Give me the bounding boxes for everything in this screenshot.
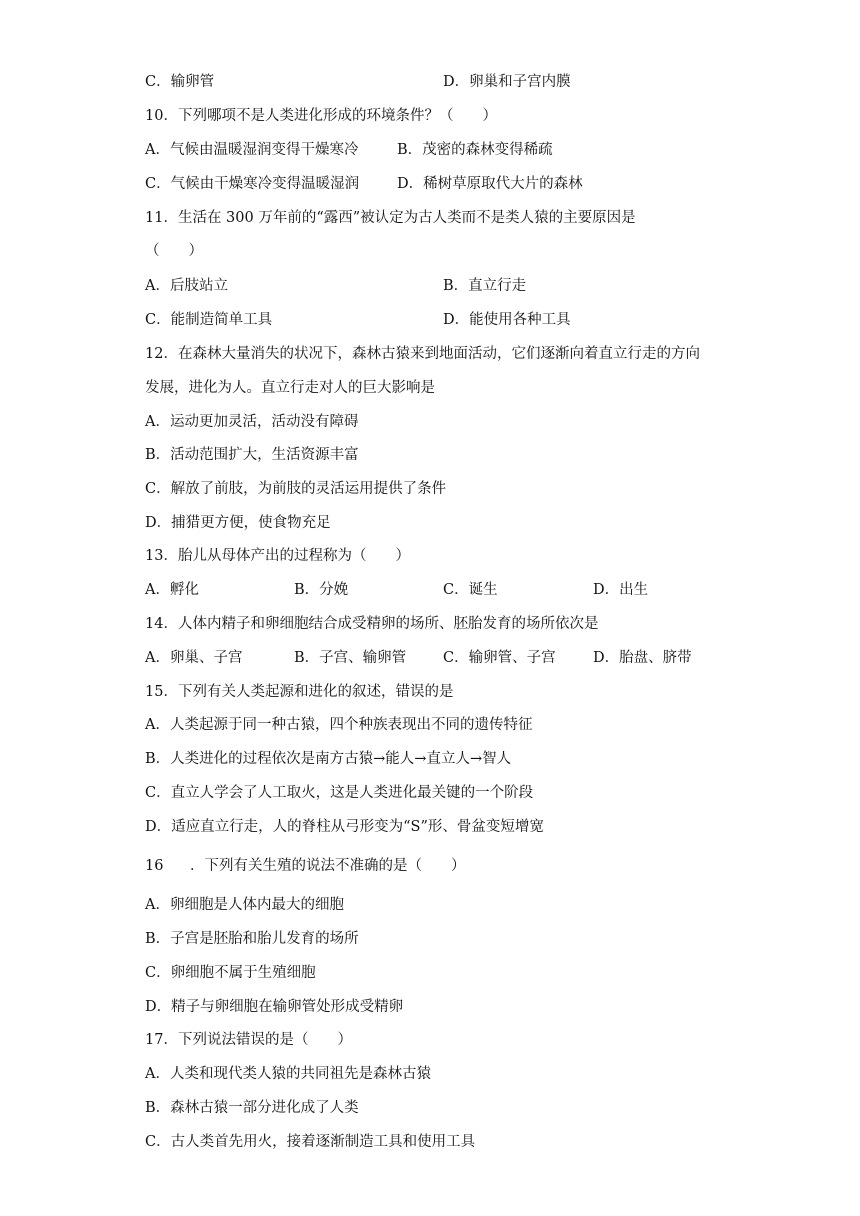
q9-option-d: D．卵巢和子宫内膜 [443,74,571,90]
q14-option-b: B．子宫、输卵管 [294,650,407,666]
q11-option-d: D．能使用各种工具 [443,312,571,328]
q12-option-d: D．捕猎更方便，使食物充足 [145,515,331,531]
q13-option-a: A．孵化 [145,582,199,598]
q15-option-b: B．人类进化的过程依次是南方古猿→能人→直立人→智人 [145,751,512,767]
q13-option-d: D．出生 [593,582,649,598]
q12-option-a: A．运动更加灵活，活动没有障碍 [145,414,359,430]
q12-stem-line2: 发展，进化为人。直立行走对人的巨大影响是 [145,380,435,396]
q10-option-a: A．气候由温暖湿润变得干燥寒冷 [145,142,359,158]
q16-option-b: B．子宫是胚胎和胎儿发育的场所 [145,931,359,947]
q15-stem: 15．下列有关人类起源和进化的叙述，错误的是 [145,684,454,700]
q17-stem: 17．下列说法错误的是（ ） [145,1032,352,1048]
q13-stem: 13．胎儿从母体产出的过程称为（ ） [145,548,410,564]
q16-number: 16 [145,858,164,874]
q16-option-a: A．卵细胞是人体内最大的细胞 [145,897,344,913]
q11-stem: 11．生活在 300 万年前的“露西”被认定为古人类而不是类人猿的主要原因是 [145,210,636,226]
q14-option-d: D．胎盘、脐带 [593,650,692,666]
q12-option-c: C．解放了前肢，为前肢的灵活运用提供了条件 [145,481,447,497]
q15-option-c: C．直立人学会了人工取火，这是人类进化最关键的一个阶段 [145,785,534,801]
q13-option-c: C．诞生 [443,582,498,598]
q12-stem-line1: 12．在森林大量消失的状况下，森林古猿来到地面活动，它们逐渐向着直立行走的方向 [145,346,700,362]
q11-option-c: C．能制造简单工具 [145,312,273,328]
q10-stem: 10．下列哪项不是人类进化形成的环境条件？（ ） [145,108,497,124]
q17-option-a: A．人类和现代类人猿的共同祖先是森林古猿 [145,1066,431,1082]
q14-option-a: A．卵巢、子宫 [145,650,243,666]
q16-option-c: C．卵细胞不属于生殖细胞 [145,965,316,981]
q13-option-b: B．分娩 [294,582,349,598]
q11-option-b: B．直立行走 [443,278,527,294]
q16-stem: ．下列有关生殖的说法不准确的是（ ） [190,858,466,874]
q14-stem: 14．人体内精子和卵细胞结合成受精卵的场所、胚胎发育的场所依次是 [145,616,599,632]
q12-option-b: B．活动范围扩大，生活资源丰富 [145,447,359,463]
q16-option-d: D．精子与卵细胞在输卵管处形成受精卵 [145,999,404,1015]
q10-option-d: D．稀树草原取代大片的森林 [397,176,583,192]
q9-option-c: C．输卵管 [145,74,215,90]
q14-option-c: C．输卵管、子宫 [443,650,556,666]
q17-option-c: C．古人类首先用火，接着逐渐制造工具和使用工具 [145,1134,476,1150]
q11-paren: （ ） [145,243,203,259]
q17-option-b: B．森林古猿一部分进化成了人类 [145,1100,359,1116]
q15-option-a: A．人类起源于同一种古猿，四个种族表现出不同的遗传特征 [145,717,533,733]
q10-option-b: B．茂密的森林变得稀疏 [397,142,553,158]
q15-option-d: D．适应直立行走，人的脊柱从弓形变为“S”形、骨盆变短增宽 [145,819,544,835]
q10-option-c: C．气候由干燥寒冷变得温暖湿润 [145,176,360,192]
q11-option-a: A．后肢站立 [145,278,228,294]
